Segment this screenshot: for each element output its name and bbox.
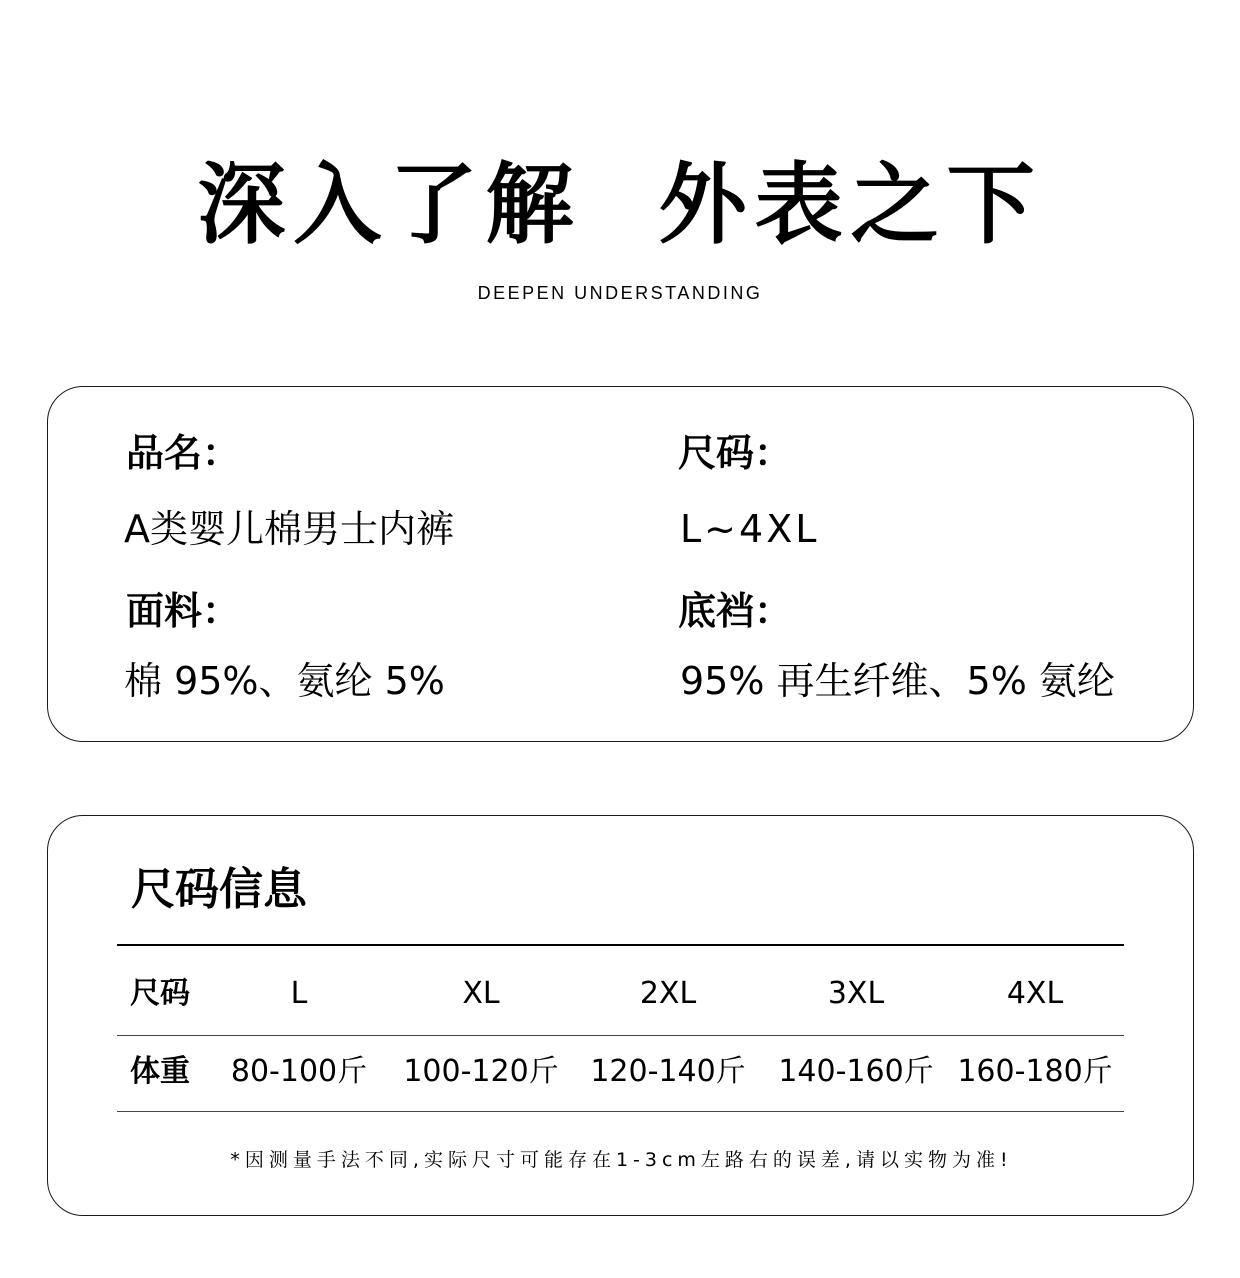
size-cell: 4XL: [1006, 976, 1064, 1011]
table-top-rule: [117, 944, 1124, 946]
page-subtitle: DEEPEN UNDERSTANDING: [477, 283, 763, 303]
weight-cell: 160-180斤: [957, 1054, 1113, 1089]
page-title: 深入了解 外表之下: [197, 153, 1043, 256]
product-name-label: 品名：: [126, 431, 241, 475]
fabric-label: 面料：: [126, 589, 241, 633]
size-row-label: 尺码: [130, 976, 190, 1011]
product-name-value: A类婴儿棉男士内裤: [124, 507, 454, 551]
size-cell: 2XL: [639, 976, 697, 1011]
crotch-label: 底裆：: [678, 589, 793, 633]
weight-cell: 140-160斤: [778, 1054, 934, 1089]
size-cell: XL: [462, 976, 500, 1011]
weight-cell: 100-120斤: [403, 1054, 559, 1089]
size-range-label: 尺码：: [678, 431, 793, 475]
fabric-value: 棉 95%、氨纶 5%: [124, 659, 445, 703]
size-cell: 3XL: [827, 976, 885, 1011]
weight-cell: 80-100斤: [230, 1054, 368, 1089]
size-cell: L: [290, 976, 308, 1011]
weight-row-label: 体重: [130, 1054, 190, 1089]
measurement-note: *因测量手法不同,实际尺寸可能存在1-3cm左路右的误差,请以实物为准!: [230, 1149, 1013, 1171]
size-info-heading: 尺码信息: [131, 864, 307, 915]
product-info-card: [47, 386, 1194, 742]
table-bottom-rule: [117, 1111, 1124, 1112]
crotch-value: 95% 再生纤维、5% 氨纶: [680, 659, 1115, 703]
size-info-card: [47, 815, 1194, 1216]
weight-cell: 120-140斤: [590, 1054, 746, 1089]
table-middle-rule: [117, 1035, 1124, 1036]
size-range-value: L~4XL: [680, 507, 820, 551]
